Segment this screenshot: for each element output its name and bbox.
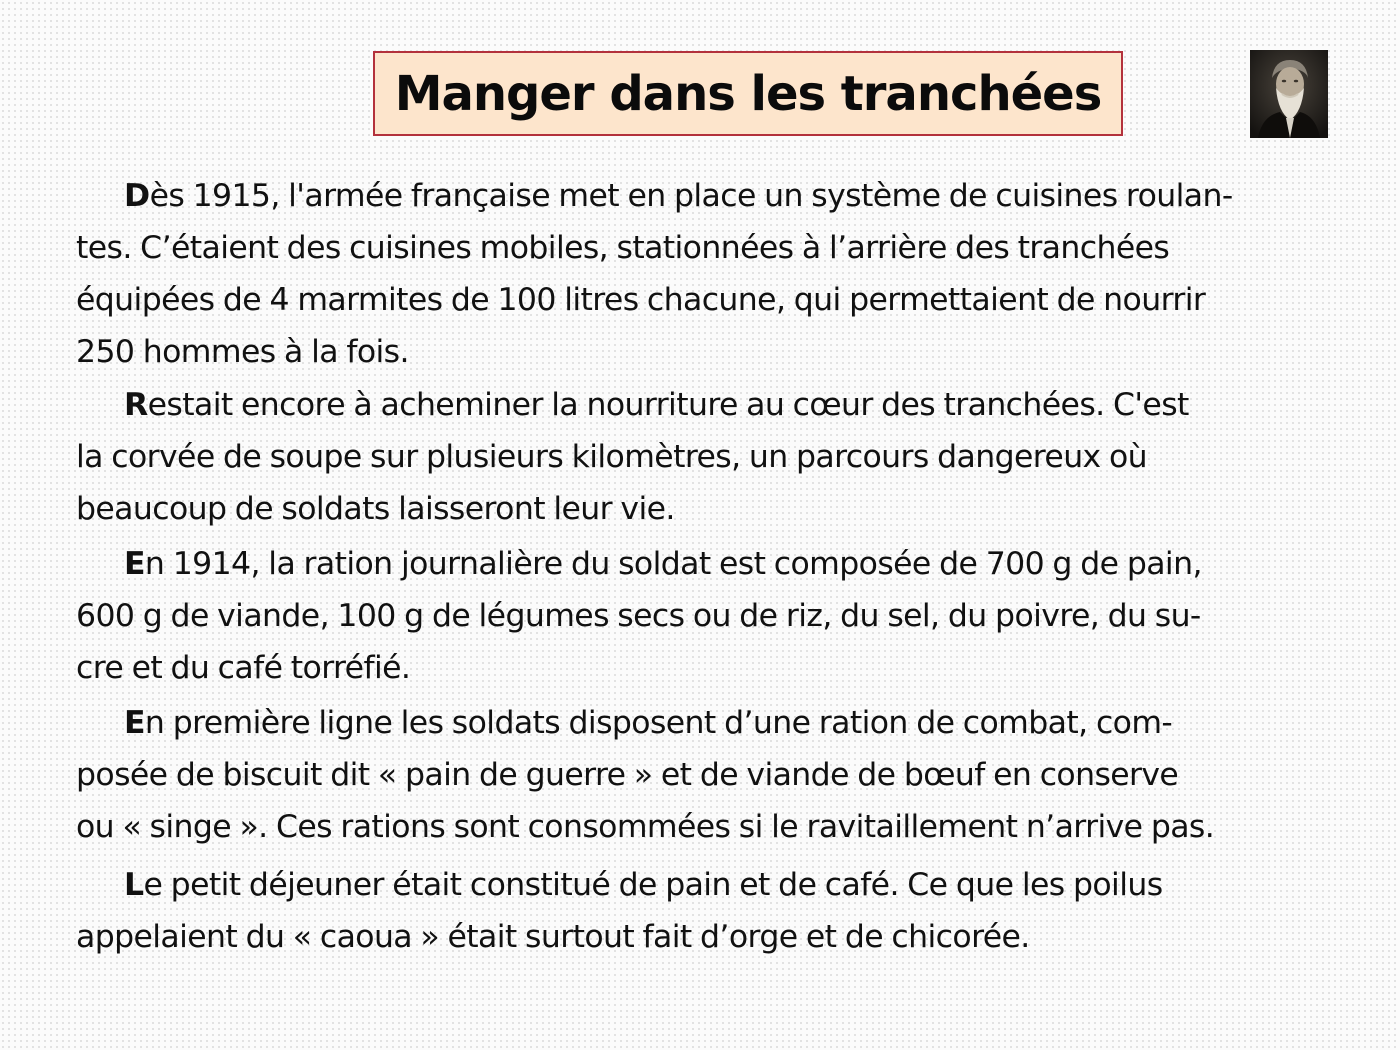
- text-line: 600 g de viande, 100 g de légumes secs ou de riz, du sel, du poivre, du su-: [76, 598, 1201, 634]
- initial-letter: E: [124, 546, 145, 582]
- text-line: cre et du café torréfié.: [76, 650, 411, 686]
- text-line: Restait encore à acheminer la nourriture au cœur des tranchées. C'est: [124, 387, 1189, 423]
- paragraph-4: [76, 697, 1326, 853]
- paragraph-5: [76, 859, 1326, 963]
- text-line: En première ligne les soldats disposent d’une ration de combat, com-: [124, 705, 1173, 741]
- text-line: appelaient du « caoua » était surtout fait d’orge et de chicorée.: [76, 919, 1030, 955]
- text-line: équipées de 4 marmites de 100 litres chacune, qui permettaient de nourrir: [76, 282, 1206, 318]
- bearded-man-portrait-icon: [1250, 50, 1328, 138]
- paragraph-2: [76, 379, 1326, 535]
- text-line: la corvée de soupe sur plusieurs kilomètres, un parcours dangereux où: [76, 439, 1148, 475]
- initial-letter: L: [124, 867, 144, 903]
- text-line: Dès 1915, l'armée française met en place un système de cuisines roulan-: [124, 178, 1233, 214]
- portrait-photo: [1250, 50, 1328, 138]
- initial-letter: E: [124, 705, 145, 741]
- text-line: ou « singe ». Ces rations sont consommées si le ravitaillement n’arrive pas.: [76, 809, 1215, 845]
- text-line: tes. C’étaient des cuisines mobiles, stationnées à l’arrière des tranchées: [76, 230, 1170, 266]
- title-banner: [373, 51, 1123, 136]
- text-line: 250 hommes à la fois.: [76, 334, 409, 370]
- initial-letter: R: [124, 387, 148, 423]
- page-title: Manger dans les tranchées: [394, 65, 1102, 122]
- text-line: beaucoup de soldats laisseront leur vie.: [76, 491, 675, 527]
- paragraph-3: [76, 538, 1326, 694]
- initial-letter: D: [124, 178, 150, 214]
- text-line: posée de biscuit dit « pain de guerre » et de viande de bœuf en conserve: [76, 757, 1179, 793]
- paragraph-1: [76, 170, 1326, 378]
- text-line: En 1914, la ration journalière du soldat est composée de 700 g de pain,: [124, 546, 1202, 582]
- text-line: Le petit déjeuner était constitué de pain et de café. Ce que les poilus: [124, 867, 1163, 903]
- article-body: [76, 170, 1326, 963]
